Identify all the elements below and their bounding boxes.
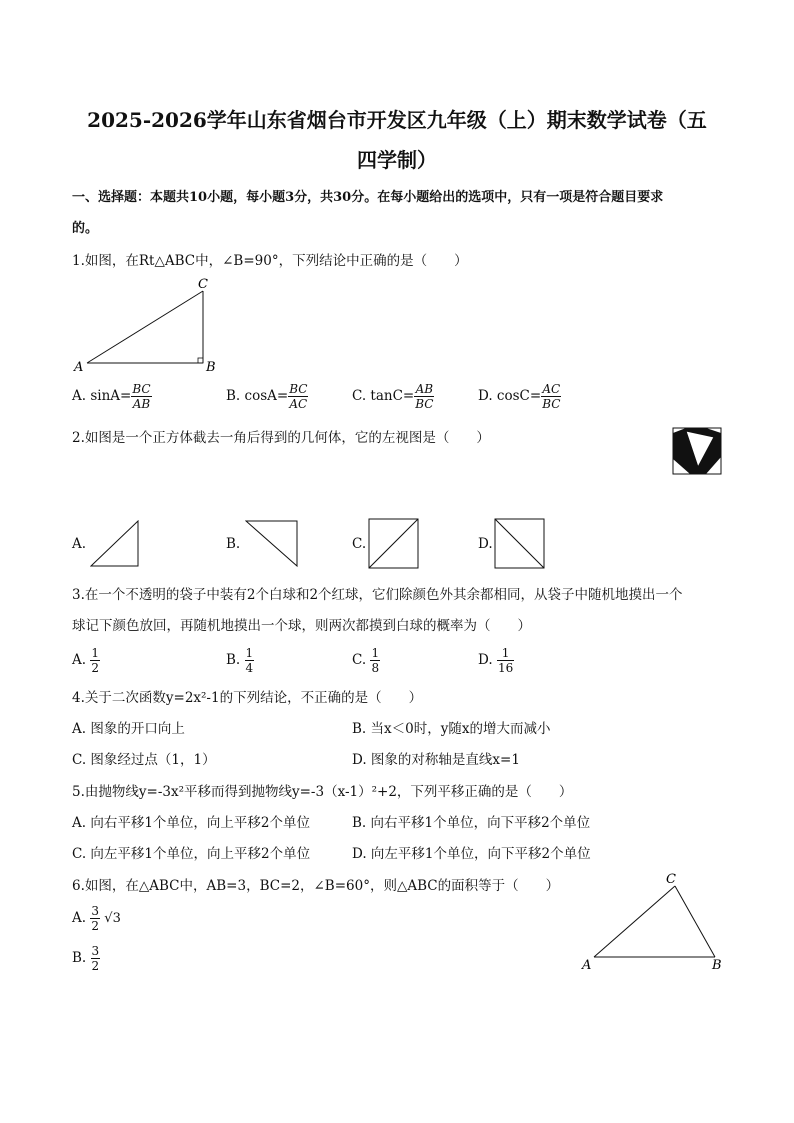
q6-option-a-fraction: $\frac{3}{2}$	[91, 904, 99, 933]
q1-label-b: B	[206, 360, 216, 375]
q1-option-c-prefix: C. tanC=	[352, 388, 415, 404]
q4-option-a[interactable]: A. 图象的开口向上	[72, 721, 185, 737]
q1-option-b[interactable]	[226, 382, 308, 411]
q6-option-b[interactable]	[72, 944, 100, 973]
q1-right-angle-mark	[198, 358, 203, 363]
q2-option-a-label: A.	[72, 536, 87, 552]
q2-option-d-figure	[494, 518, 546, 570]
q2-stem: 2.如图是一个正方体截去一角后得到的几何体，它的左视图是（ ）	[72, 430, 490, 446]
q3-option-d-fraction: $\frac{1}{16}$	[497, 646, 514, 675]
exam-title-line1: 2025-2026学年山东省烟台市开发区九年级（上）期末数学试卷（五	[87, 108, 707, 132]
q6-triangle-figure	[578, 868, 738, 978]
q5-option-b[interactable]: B. 向右平移1个单位，向下平移2个单位	[352, 815, 591, 831]
q1-label-a: A	[74, 360, 84, 375]
q3-option-c[interactable]	[352, 646, 380, 675]
q1-option-a-prefix: A. sinA=	[72, 388, 132, 404]
exam-title-line2: 四学制）	[357, 148, 437, 172]
q3-option-c-prefix: C.	[352, 652, 367, 668]
q3-option-b-fraction: $\frac{1}{4}$	[245, 646, 254, 675]
section-header-line1: 一、选择题：本题共10小题，每小题3分，共30分。在每小题给出的选项中，只有一项是符合题目要求	[72, 190, 664, 205]
q6-side-ac	[594, 886, 675, 957]
q4-option-b[interactable]: B. 当x＜0时，y随x的增大而减小	[352, 721, 551, 737]
q5-stem: 5.由抛物线y=-3x²平移而得到抛物线y=-3（x-1）²+2，下列平移正确的是（ ）	[72, 784, 573, 800]
q3-option-a-prefix: A.	[72, 652, 87, 668]
q2-option-a[interactable]	[72, 536, 86, 552]
q5-option-d[interactable]: D. 向左平移1个单位，向下平移2个单位	[352, 846, 591, 862]
q6-side-bc	[675, 886, 715, 957]
q3-option-b-prefix: B.	[226, 652, 241, 668]
q2-option-b[interactable]	[226, 536, 240, 552]
q4-option-c[interactable]: C. 图象经过点（1，1）	[72, 752, 216, 768]
q5-option-c[interactable]: C. 向左平移1个单位，向上平移2个单位	[72, 846, 311, 862]
q4-option-d[interactable]: D. 图象的对称轴是直线x=1	[352, 752, 520, 768]
q1-option-d-prefix: D. cosC=	[478, 388, 542, 404]
q3-option-d[interactable]	[478, 646, 514, 675]
q3-option-a-fraction: $\frac{1}{2}$	[91, 646, 99, 675]
q3-stem-line2: 球记下颜色放回，再随机地摸出一个球，则两次都摸到白球的概率为（ ）	[72, 618, 531, 634]
q4-stem: 4.关于二次函数y=2x²-1的下列结论，不正确的是（ ）	[72, 690, 423, 706]
q6-label-b: B	[712, 958, 722, 973]
q1-stem: 1.如图，在Rt△ABC中，∠B=90°，下列结论中正确的是（ ）	[72, 253, 468, 269]
q3-option-a[interactable]	[72, 646, 100, 675]
q1-option-d[interactable]	[478, 382, 561, 411]
q6-option-a-sqrt: √3	[104, 911, 121, 926]
q3-option-b[interactable]	[226, 646, 254, 675]
q1-option-d-fraction: $\frac{AC}{BC}$	[542, 382, 561, 411]
q2-option-c[interactable]	[352, 536, 366, 552]
q1-option-b-prefix: B. cosA=	[226, 388, 289, 404]
q6-stem: 6.如图，在△ABC中，AB=3，BC=2，∠B=60°，则△ABC的面积等于（ ）	[72, 878, 560, 894]
q6-label-a: A	[582, 958, 592, 973]
q5-option-a[interactable]: A. 向右平移1个单位，向上平移2个单位	[72, 815, 311, 831]
q1-option-b-fraction: $\frac{BC}{AC}$	[289, 382, 308, 411]
q6-label-c: C	[666, 872, 676, 887]
q3-option-d-prefix: D.	[478, 652, 493, 668]
q1-triangle-figure	[70, 276, 220, 376]
q3-option-c-fraction: $\frac{1}{8}$	[371, 646, 380, 675]
q3-stem-line1: 3.在一个不透明的袋子中装有2个白球和2个红球，它们除颜色外其余都相同，从袋子中随机地摸出一个	[72, 587, 683, 603]
q6-option-b-prefix: B.	[72, 950, 87, 966]
q1-option-c-fraction: $\frac{AB}{BC}$	[415, 382, 434, 411]
q2-option-c-figure	[368, 518, 420, 570]
q2-option-c-label: C.	[352, 536, 367, 552]
q6-option-a[interactable]	[72, 904, 121, 933]
q2-option-a-figure	[90, 520, 140, 568]
q2-option-d-label: D.	[478, 536, 493, 552]
section-header-line2: 的。	[72, 221, 99, 236]
q1-option-a-fraction: $\frac{BC}{AB}$	[132, 382, 151, 411]
q1-side-ac	[87, 291, 203, 363]
q1-option-a[interactable]	[72, 382, 152, 411]
q2-option-b-figure	[245, 520, 299, 568]
q2-option-b-label: B.	[226, 536, 241, 552]
q2-cube-figure	[672, 427, 724, 477]
q2-option-d[interactable]	[478, 536, 493, 552]
q6-option-a-prefix: A.	[72, 910, 87, 926]
q6-option-b-fraction: $\frac{3}{2}$	[91, 944, 100, 973]
q1-label-c: C	[198, 277, 208, 292]
q1-option-c[interactable]	[352, 382, 434, 411]
